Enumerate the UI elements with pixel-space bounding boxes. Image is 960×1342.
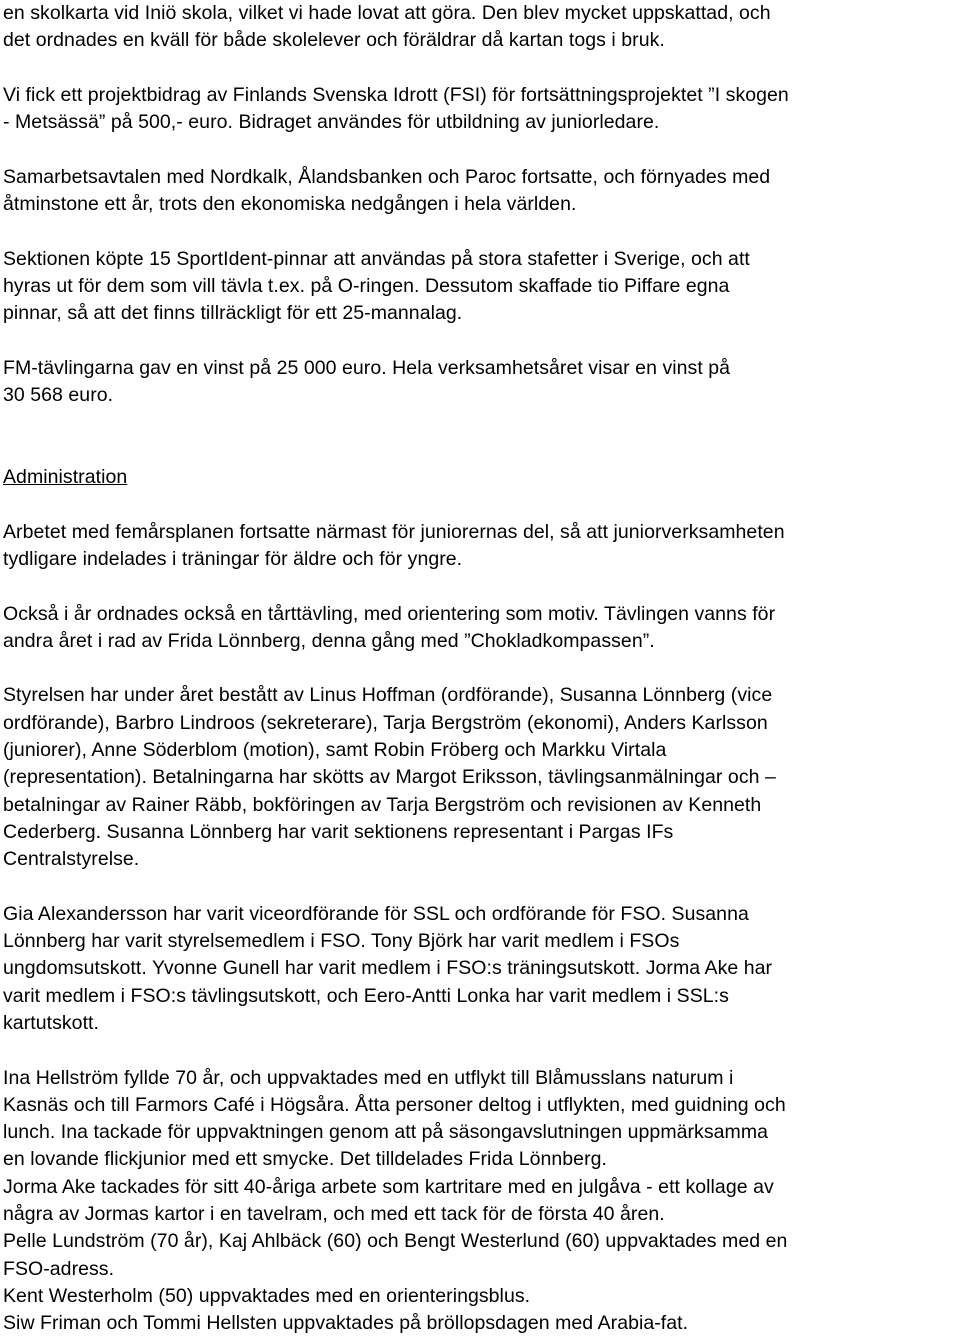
paragraph-honors xyxy=(3,1065,958,1338)
text-line: hyras ut för dem som vill tävla t.ex. på O-ringen. Dessutom skaffade tio Piffare egna xyxy=(3,274,730,297)
paragraph-committees xyxy=(3,901,958,1037)
text-line: kartutskott. xyxy=(3,1011,99,1034)
text-line: (juniorer), Anne Söderblom (motion), samt Robin Fröberg och Markku Virtala xyxy=(3,739,667,762)
text-line: andra året i rad av Frida Lönnberg, denna gång med ”Chokladkompassen”. xyxy=(3,629,655,652)
text-line: Pelle Lundström (70 år), Kaj Ahlbäck (60) och Bengt Westerlund (60) uppvaktades med en xyxy=(3,1230,788,1253)
text-line: åtminstone ett år, trots den ekonomiska nedgången i hela världen. xyxy=(3,193,577,216)
text-line: det ordnades en kväll för både skolelever och föräldrar då kartan togs i bruk. xyxy=(3,29,665,52)
text-line: några av Jormas kartor i en tavelram, och med ett tack för de första 40 åren. xyxy=(3,1203,665,1226)
paragraph-five-year-plan xyxy=(3,519,958,574)
section-heading-administration: Administration xyxy=(3,466,128,489)
text-line: Centralstyrelse. xyxy=(3,848,140,871)
text-line: Ina Hellström fyllde 70 år, och uppvaktades med en utflykt till Blåmusslans naturum i xyxy=(3,1066,734,1089)
paragraph-school-map xyxy=(3,0,958,55)
text-line: Gia Alexandersson har varit viceordförande för SSL och ordförande för FSO. Susanna xyxy=(3,902,749,925)
text-line: varit medlem i FSO:s tävlingsutskott, och Eero-Antti Lonka har varit medlem i SSL:s xyxy=(3,984,729,1007)
text-line: 30 568 euro. xyxy=(3,384,114,407)
paragraph-sportident xyxy=(3,246,958,328)
text-line: ungdomsutskott. Yvonne Gunell har varit medlem i FSO:s träningsutskott. Jorma Ake har xyxy=(3,957,773,980)
text-line: Vi fick ett projektbidrag av Finlands Svenska Idrott (FSI) för fortsättningsprojektet ”I skogen xyxy=(3,83,789,106)
paragraph-project-grant xyxy=(3,82,958,137)
text-line: tydligare indelades i träningar för äldre och för yngre. xyxy=(3,547,463,570)
text-line: en skolkarta vid Iniö skola, vilket vi hade lovat att göra. Den blev mycket uppskattad, och xyxy=(3,2,771,24)
text-line: ordförande), Barbro Lindroos (sekreterare), Tarja Bergström (ekonomi), Anders Karlsson xyxy=(3,711,768,734)
text-line: Cederberg. Susanna Lönnberg har varit sektionens representant i Pargas IFs xyxy=(3,820,674,843)
text-line: lunch. Ina tackade för uppvaktningen genom att på säsongavslutningen uppmärksamma xyxy=(3,1121,769,1144)
text-line: FSO-adress. xyxy=(3,1257,115,1280)
text-line: FM-tävlingarna gav en vinst på 25 000 euro. Hela verksamhetsåret visar en vinst på xyxy=(3,356,731,379)
text-line: Kent Westerholm (50) uppvaktades med en orienteringsblus. xyxy=(3,1284,531,1307)
text-line: Lönnberg har varit styrelsemedlem i FSO. Tony Björk har varit medlem i FSOs xyxy=(3,930,680,953)
paragraph-sponsorship xyxy=(3,164,958,219)
text-line: pinnar, så att det finns tillräckligt för ett 25-mannalag. xyxy=(3,302,463,325)
text-line: en lovande flickjunior med ett smycke. Det tilldelades Frida Lönnberg. xyxy=(3,1148,607,1171)
text-line: Siw Friman och Tommi Hellsten uppvaktades på bröllopsdagen med Arabia-fat. xyxy=(3,1312,689,1335)
text-line: Styrelsen har under året bestått av Linus Hoffman (ordförande), Susanna Lönnberg (vice xyxy=(3,684,773,707)
text-line: Kasnäs och till Farmors Café i Högsåra. Åtta personer deltog i utflykten, med guidning och xyxy=(3,1093,786,1116)
text-line: Sektionen köpte 15 SportIdent-pinnar att användas på stora stafetter i Sverige, och att xyxy=(3,247,750,270)
text-line: (representation). Betalningarna har skötts av Margot Eriksson, tävlingsanmälningar och – xyxy=(3,766,776,789)
paragraph-profit xyxy=(3,355,958,410)
text-line: Samarbetsavtalen med Nordkalk, Ålandsbanken och Paroc fortsatte, och förnyades med xyxy=(3,165,771,188)
text-line: - Metsässä” på 500,- euro. Bidraget användes för utbildning av juniorledare. xyxy=(3,111,660,134)
paragraph-cake-contest xyxy=(3,601,958,656)
text-line: betalningar av Rainer Räbb, bokföringen av Tarja Bergström och revisionen av Kenneth xyxy=(3,793,762,816)
document-page xyxy=(3,0,958,1338)
text-line: Arbetet med femårsplanen fortsatte närmast för juniorernas del, så att juniorverksamheten xyxy=(3,520,785,543)
paragraph-board xyxy=(3,682,958,873)
text-line: Också i år ordnades också en tårttävling, med orientering som motiv. Tävlingen vanns för xyxy=(3,602,776,625)
text-line: Jorma Ake tackades för sitt 40-åriga arbete som kartritare med en julgåva - ett kollage av xyxy=(3,1175,774,1198)
